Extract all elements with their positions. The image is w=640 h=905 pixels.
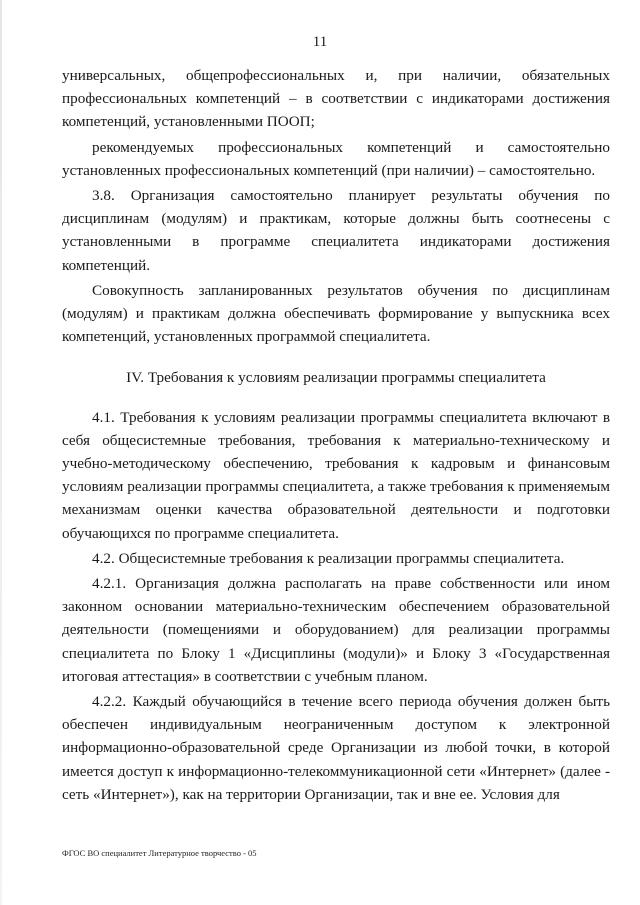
scan-edge — [0, 0, 2, 905]
paragraph-4-2-1: 4.2.1. Организация должна располагать на праве собственности или ином законном основании материально-техническим обеспечением образовательной деятельности (помещениями и оборудованием) для реализации программы специалитета по Блоку 1 «Дисциплины (модули)» и Блоку 3 «Государственная итоговая аттестация» в соответствии с учебным планом. — [62, 575, 610, 685]
section-heading-iv: IV. Требования к условиям реализации программы специалитета — [126, 369, 546, 387]
paragraph-4-2-2: 4.2.2. Каждый обучающийся в течение всего периода обучения должен быть обеспечен индивидуальным неограниченным доступом к электронной информационно-образовательной среде Организации из любой точки, в которой имеется доступ к информационно-телекоммуникационной сети «Интернет» (далее - сеть «Интернет»), как на территории Организации, так и вне ее. Условия для — [62, 693, 610, 803]
page-footer: ФГОС ВО специалитет Литературное творчество - 05 — [62, 848, 257, 858]
page-number: 11 — [312, 34, 328, 50]
paragraph-recommended-competencies: рекомендуемых профессиональных компетенций и самостоятельно установленных профессиональных компетенций (при наличии) – самостоятельно. — [62, 138, 610, 179]
paragraph-universal-competencies: универсальных, общепрофессиональных и, при наличии, обязательных профессиональных компетенций – в соответствии с индикаторами достижения компетенций, установленными ПООП; — [62, 67, 610, 131]
paragraph-4-2: 4.2. Общесистемные требования к реализации программы специалитета. — [92, 549, 565, 567]
paragraph-planned-results: Совокупность запланированных результатов обучения по дисциплинам (модулям) и практикам должна обеспечивать формирование у выпускника всех компетенций, установленных программой специалитета. — [62, 281, 610, 346]
paragraph-3-8: 3.8. Организация самостоятельно планирует результаты обучения по дисциплинам (модулям) и практикам, которые должны быть соотнесены с установленными в программе специалитета индикаторами достижения компетенций. — [62, 187, 610, 274]
paragraph-4-1: 4.1. Требования к условиям реализации программы специалитета включают в себя общесистемные требования, требования к материально-техническому и учебно-методическому обеспечению, требования к кадровым и финансовым условиям реализации программы специалитета, а также требования к применяемым механизмам оценки качества образовательной деятельности и подготовки обучающихся по программе специалитета. — [62, 408, 610, 542]
document-body — [62, 64, 610, 806]
